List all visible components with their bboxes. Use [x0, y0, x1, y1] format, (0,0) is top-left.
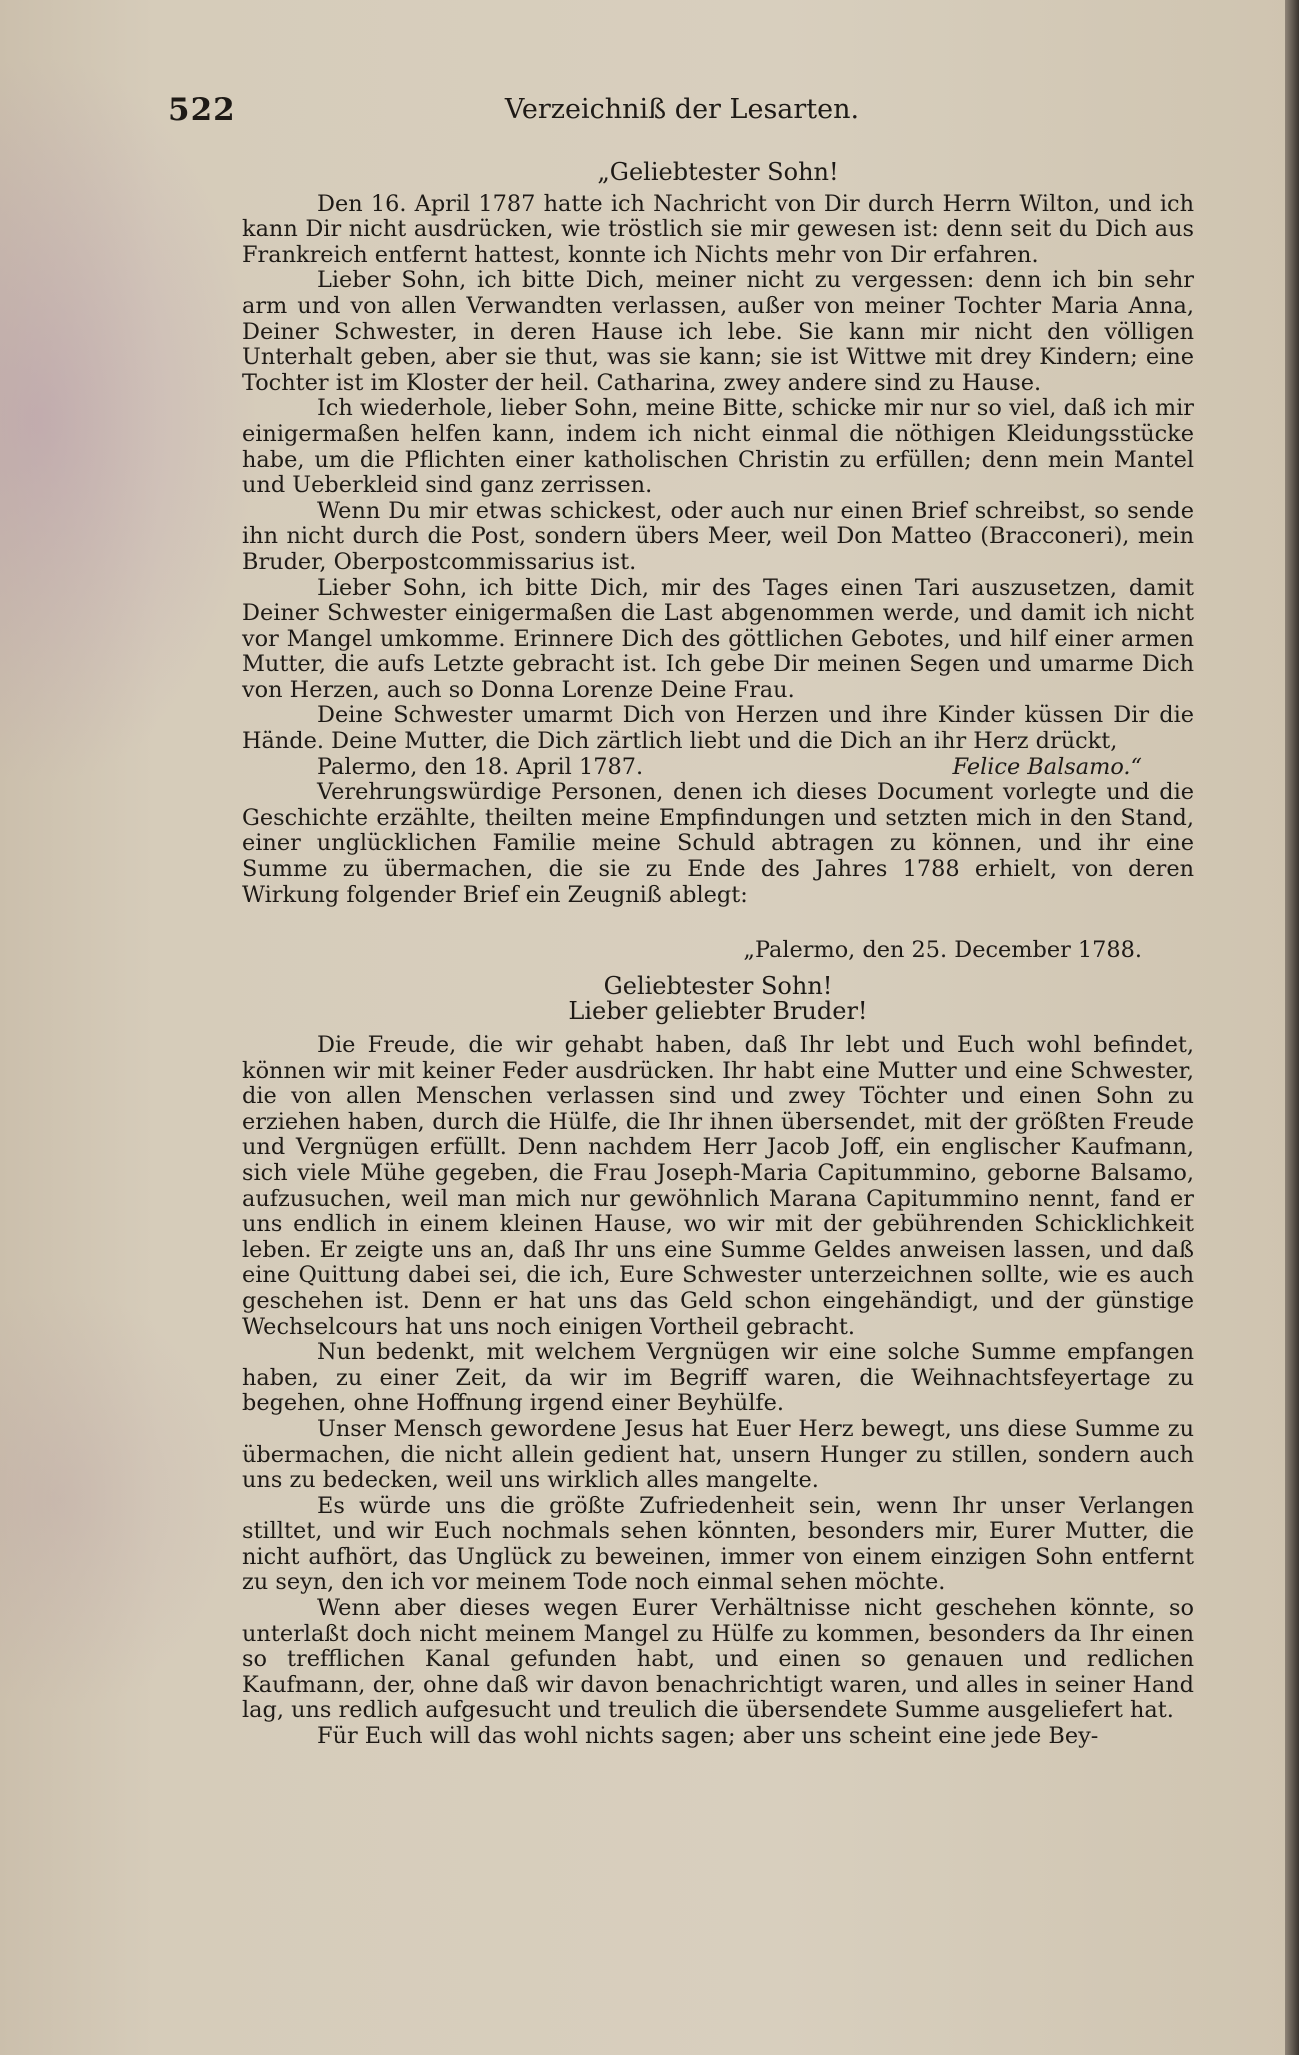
letter2-paragraph: Wenn aber dieses wegen Eurer Verhältnisse nicht geschehen könnte, so unterlaßt doch nicht meinem Mangel zu Hülfe zu kommen, besonders da Ihr einen so trefflichen Kanal gefunden habt, und einen so genauen und redlichen Kaufmann, der, ohne daß wir davon benachrichtigt waren, und alles in seiner Hand lag, uns redlich aufgesucht und treulich die übersendete Summe ausgeliefert hat. — [242, 1595, 1194, 1724]
letter2-salutation-brother: Lieber geliebter Bruder! — [568, 997, 868, 1026]
page-edge-shadow — [1285, 0, 1299, 2055]
narrative-paragraph: Verehrungswürdige Personen, denen ich dieses Document vorlegte und die Geschichte erzählte, theilten meine Empfindungen und setzten mich in den Stand, einer unglücklichen Familie meine Schuld abtragen zu können, und ihr eine Summe zu übermachen, die sie zu Ende des Jahres 1788 erhielt, von deren Wirkung folgender Brief ein Zeugniß ablegt: — [242, 779, 1194, 908]
letter1-signature: Felice Balsamo.“ — [952, 753, 1142, 780]
running-title: Verzeichniß der Lesarten. — [504, 94, 860, 125]
letter2-paragraph: Nun bedenkt, mit welchem Vergnügen wir eine solche Summe empfangen haben, zu einer Zeit, da wir im Begriff waren, die Weihnachtsfeyertage zu begehen, ohne Hoffnung irgend einer Beyhülfe. — [242, 1339, 1194, 1417]
letter2-salutation-son: Geliebtester Sohn! — [603, 971, 833, 1000]
letter2-paragraph: Für Euch will das wohl nichts sagen; aber uns scheint eine jede Bey- — [317, 1723, 1099, 1750]
letter1-paragraph: Wenn Du mir etwas schickest, oder auch nur einen Brief schreibst, so sende ihn nicht durch die Post, sondern übers Meer, weil Don Matteo (Bracconeri), mein Bruder, Oberpostcommissarius ist. — [242, 497, 1194, 575]
page-number: 522 — [168, 92, 236, 128]
letter1-paragraph: Lieber Sohn, ich bitte Dich, mir des Tages einen Tari auszusetzen, damit Deiner Schwester einigermaßen die Last abgenommen werde, und damit ich nicht vor Mangel umkomme. Erinnere Dich des göttlichen Gebotes, und hilf einer armen Mutter, die aufs Letzte gebracht ist. Ich gebe Dir meinen Segen und umarme Dich von Herzen, auch so Donna Lorenze Deine Frau. — [242, 574, 1194, 703]
page-header — [168, 92, 1196, 132]
letter1-closing — [242, 755, 1194, 781]
body-text — [242, 160, 1194, 1750]
letter1-paragraph: Den 16. April 1787 hatte ich Nachricht von Dir durch Herrn Wilton, und ich kann Dir nicht ausdrücken, wie tröstlich sie mir gewesen ist: denn seit du Dich aus Frankreich entfernt hattest, konnte ich Nichts mehr von Dir erfahren. — [242, 190, 1194, 268]
letter1-paragraph: Deine Schwester umarmt Dich von Herzen und ihre Kinder küssen Dir die Hände. Deine Mutter, die Dich zärtlich liebt und die Dich an ihr Herz drückt, — [242, 702, 1194, 755]
letter2-paragraph: Es würde uns die größte Zufriedenheit sein, wenn Ihr unser Verlangen stilltet, und wir Euch nochmals sehen könnten, besonders mir, Eurer Mutter, die nicht aufhört, das Unglück zu beweinen, immer von einem einzigen Sohn entfernt zu seyn, den ich vor meinem Tode noch einmal sehen möchte. — [242, 1492, 1194, 1596]
letter2-place-date: „Palermo, den 25. December 1788. — [743, 937, 1142, 964]
letter1-salutation: „Geliebtester Sohn! — [597, 158, 839, 186]
letter1-paragraph: Lieber Sohn, ich bitte Dich, meiner nicht zu vergessen: denn ich bin sehr arm und von allen Verwandten verlassen, außer von meiner Tochter Maria Anna, Deiner Schwester, in deren Hause ich lebe. Sie kann mir nicht den völligen Unterhalt geben, aber sie thut, was sie kann; sie ist Wittwe mit drey Kindern; eine Tochter ist im Kloster der heil. Catharina, zwey andere sind zu Hause. — [242, 267, 1194, 396]
letter2-paragraph: Die Freude, die wir gehabt haben, daß Ihr lebt und Euch wohl befindet, können wir mit keiner Feder ausdrücken. Ihr habt eine Mutter und eine Schwester, die von allen Menschen verlassen sind und zwey Töchter und einen Sohn zu erziehen haben, durch die Hülfe, die Ihr ihnen übersendet, mit der größten Freude und Vergnügen erfüllt. Denn nachdem Herr Jacob Joff, ein englischer Kaufmann, sich viele Mühe gegeben, die Frau Joseph-Maria Capitummino, geborne Balsamo, aufzusuchen, weil man mich nur gewöhnlich Marana Capitummino nennt, fand er uns endlich in einem kleinen Hause, wo wir mit der gebührenden Schicklichkeit leben. Er zeigte uns an, daß Ihr uns eine Summe Geldes anweisen lassen, und daß eine Quittung dabei sei, die ich, Eure Schwester unterzeichnen sollte, wie es auch geschehen ist. Denn er hat uns das Geld schon eingehändigt, und der günstige Wechselcours hat uns noch einigen Vortheil gebracht. — [242, 1032, 1194, 1340]
letter1-paragraph: Ich wiederhole, lieber Sohn, meine Bitte, schicke mir nur so viel, daß ich mir einigermaßen helfen kann, indem ich nicht einmal die nöthigen Kleidungsstücke habe, um die Pflichten einer katholischen Christin zu erfüllen; denn mein Mantel und Ueberkleid sind ganz zerrissen. — [242, 395, 1194, 499]
letter2-paragraph: Unser Mensch gewordene Jesus hat Euer Herz bewegt, uns diese Summe zu übermachen, die nicht allein gedient hat, unsern Hunger zu stillen, sondern auch uns zu bedecken, weil uns wirklich alles mangelte. — [242, 1415, 1194, 1494]
letter1-place-date: Palermo, den 18. April 1787. — [317, 753, 644, 780]
